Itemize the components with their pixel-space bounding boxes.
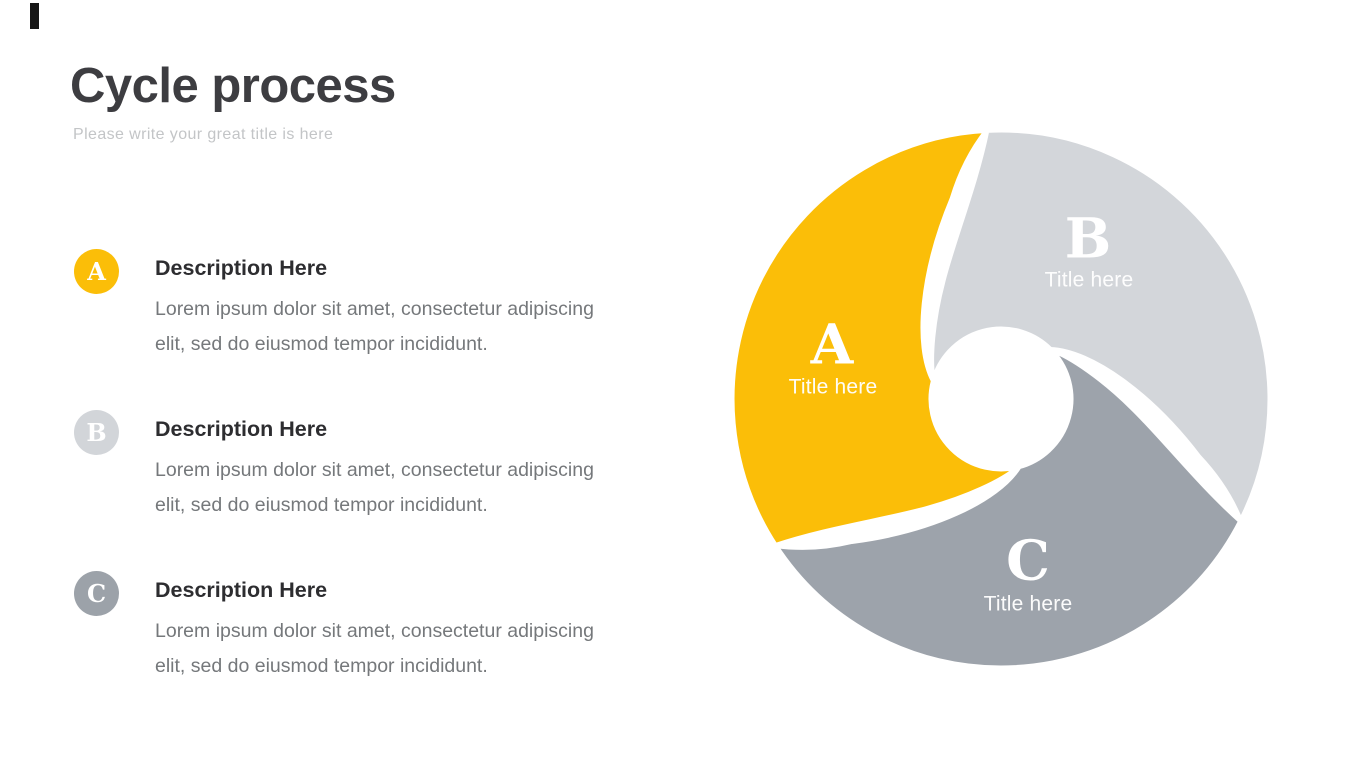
step-body — [155, 614, 600, 683]
step-c-text — [155, 571, 600, 683]
diagram-center-hole — [931, 329, 1071, 469]
list-item — [74, 410, 600, 522]
body-line: elit, sed do eiusmod tempor incididunt. — [155, 493, 488, 516]
segment-c-letter: C — [1006, 527, 1050, 593]
process-list — [74, 0, 634, 768]
segment-b-letter: B — [1064, 205, 1112, 271]
step-c-bullet — [74, 571, 119, 616]
step-a-bullet — [74, 249, 119, 294]
step-body — [155, 292, 600, 361]
page-title: Cycle process — [70, 59, 396, 113]
step-heading: Description Here — [155, 256, 328, 280]
step-heading: Description Here — [155, 578, 328, 602]
body-line: Lorem ipsum dolor sit amet, consectetur adipiscing — [155, 620, 594, 642]
body-line: elit, sed do eiusmod tempor incididunt. — [155, 654, 488, 677]
step-a-text — [155, 249, 600, 361]
body-line: Lorem ipsum dolor sit amet, consectetur adipiscing — [155, 459, 594, 481]
step-heading: Description Here — [155, 417, 328, 441]
step-b-text — [155, 410, 600, 522]
step-c-letter: C — [86, 579, 107, 608]
step-b-letter: B — [86, 418, 107, 447]
segment-a-letter: A — [810, 311, 854, 377]
page-subtitle: Please write your great title is here — [73, 126, 334, 143]
step-a-letter: A — [87, 257, 106, 286]
body-line: Lorem ipsum dolor sit amet, consectetur adipiscing — [155, 298, 594, 320]
step-body — [155, 453, 600, 522]
body-line: elit, sed do eiusmod tempor incididunt. — [155, 332, 488, 355]
list-item — [74, 571, 600, 683]
text-cursor-bar — [30, 3, 39, 29]
segment-b-title: Title here — [1044, 268, 1134, 292]
segment-a-title: Title here — [788, 375, 878, 399]
segment-c-title: Title here — [983, 592, 1073, 616]
step-b-bullet — [74, 410, 119, 455]
list-item — [74, 249, 600, 361]
